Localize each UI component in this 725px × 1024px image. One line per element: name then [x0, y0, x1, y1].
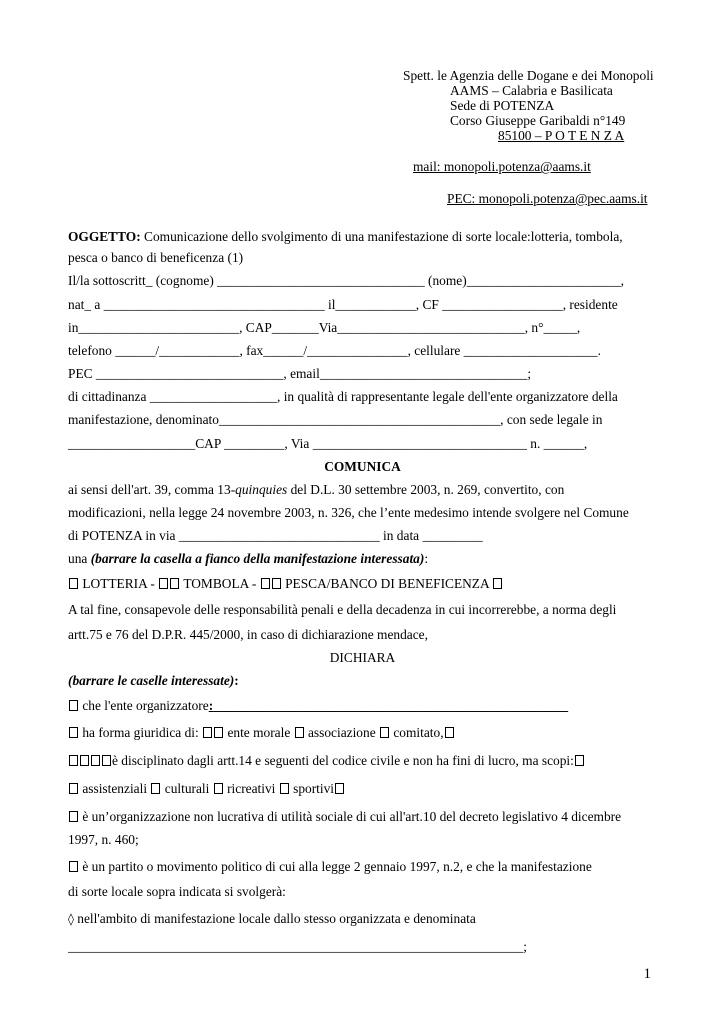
dichiara-instruction: (barrare le caselle interessate): [68, 673, 235, 688]
organizzatore-colon: :: [208, 698, 214, 713]
codice-civile-label: è disciplinato dagli artt.14 e seguenti del codice civile e non ha fini di lucro, ma scopi:: [112, 753, 574, 768]
dichiara-instruction-line: [68, 673, 239, 689]
pesca-checkbox-extra: [272, 578, 281, 589]
dichiara-heading: DICHIARA: [329, 650, 396, 665]
option-forma-giuridica: [68, 725, 455, 741]
form-line-address[interactable]: ___________________CAP _________, Via ________________________________ n. ______,: [68, 436, 588, 451]
onlus-label: è un’organizzazione non lucrativa di utilità sociale di cui all'art.10 del decreto legislativo 4 dicembre: [79, 809, 622, 824]
recipient-line-4: Corso Giuseppe Garibaldi n°149: [450, 113, 626, 128]
tombola-label: TOMBOLA -: [180, 576, 260, 591]
comunica-line-1: [68, 482, 564, 498]
form-line-citizenship[interactable]: di cittadinanza ___________________, in qualità di rappresentante legale dell'ente organizzatore della: [68, 389, 618, 404]
comitato-checkbox[interactable]: [380, 727, 389, 738]
form-line-birth[interactable]: nat_ a _________________________________ il____________, CF __________________, residente: [68, 297, 618, 312]
codice-civile-box-2: [80, 755, 89, 766]
organizzatore-checkbox[interactable]: [69, 700, 78, 711]
culturali-label: culturali: [161, 781, 213, 796]
tombola-checkbox-extra: [170, 578, 179, 589]
comunica-text-1b: quinquies: [235, 482, 288, 497]
subject-line-2: pesca o banco di beneficenza (1): [68, 250, 244, 265]
codice-civile-box-3: [91, 755, 100, 766]
option-organizzatore: [68, 698, 568, 714]
comunica-line-3[interactable]: di POTENZA in via ______________________________ in data _________: [68, 528, 483, 543]
comunica-text-4a: una: [68, 551, 91, 566]
manifestazione-locale-blank[interactable]: ____________________________________________________________________;: [68, 939, 528, 954]
forma-giuridica-checkbox[interactable]: [69, 727, 78, 738]
onlus-checkbox[interactable]: [69, 811, 78, 822]
comunica-line-2: modificazioni, nella legge 24 novembre 2003, n. 326, che l’ente medesimo intende svolgere nel Comune: [68, 505, 629, 520]
comunica-text-1c: del D.L. 30 settembre 2003, n. 269, convertito, con: [287, 482, 565, 497]
recipient-mail-link[interactable]: mail: monopoli.potenza@aams.it: [413, 159, 591, 174]
event-type-options: [68, 576, 503, 592]
organizzatore-blank[interactable]: _____________________________________________________: [213, 698, 569, 713]
codice-civile-trailing-box: [575, 755, 584, 766]
codice-civile-box-4: [102, 755, 111, 766]
page-number: 1: [643, 966, 651, 982]
recipient-line-5: 85100 – P O T E N Z A: [498, 128, 625, 143]
trailing-box: [493, 578, 502, 589]
partito-label: è un partito o movimento politico di cui alla legge 2 gennaio 1997, n.2, e che la manifestazione: [79, 859, 592, 874]
comunica-instruction: (barrare la casella a fianco della manifestazione interessata): [90, 551, 425, 566]
ente-morale-checkbox-extra: [214, 727, 223, 738]
associazione-checkbox[interactable]: [295, 727, 304, 738]
comunica-text-1a: ai sensi dell'art. 39, comma 13-: [68, 482, 236, 497]
ente-morale-label: ente morale: [224, 725, 294, 740]
option-onlus: [68, 809, 621, 825]
lotteria-checkbox[interactable]: [69, 578, 78, 589]
option-partito: [68, 859, 592, 875]
tombola-checkbox[interactable]: [159, 578, 168, 589]
comunica-heading: COMUNICA: [324, 459, 401, 474]
recipient-line-3: Sede di POTENZA: [450, 98, 555, 113]
form-line-residence[interactable]: in________________________, CAP_______Via____________________________, n°_____,: [68, 320, 581, 335]
option-partito-cont: di sorte locale sopra indicata si svolgerà:: [68, 884, 286, 899]
assistenziali-label: assistenziali: [79, 781, 151, 796]
ricreativi-checkbox[interactable]: [214, 783, 223, 794]
diamond-bullet-icon[interactable]: ◊: [68, 912, 74, 926]
recipient-pec-link[interactable]: PEC: monopoli.potenza@pec.aams.it: [447, 191, 648, 206]
form-line-denomination[interactable]: manifestazione, denominato__________________________________________, con sede legale in: [68, 412, 603, 427]
option-scopi: [68, 781, 345, 797]
comitato-trailing-box: [445, 727, 454, 738]
consapevole-line-2: artt.75 e 76 del D.P.R. 445/2000, in caso di dichiarazione mendace,: [68, 627, 428, 642]
recipient-line-2: AAMS – Calabria e Basilicata: [450, 83, 613, 98]
form-line-phone[interactable]: telefono ______/____________, fax______/_______________, cellulare ____________________.: [68, 343, 601, 358]
option-onlus-cont: 1997, n. 460;: [68, 832, 139, 847]
assistenziali-checkbox[interactable]: [69, 783, 78, 794]
culturali-checkbox[interactable]: [151, 783, 160, 794]
subject-label: OGGETTO:: [68, 229, 141, 244]
form-line-email[interactable]: PEC ____________________________, email_______________________________;: [68, 366, 532, 381]
option-codice-civile: [68, 753, 585, 769]
ente-morale-checkbox[interactable]: [203, 727, 212, 738]
comunica-line-4: [68, 551, 428, 567]
form-line-name[interactable]: Il/la sottoscritt_ (cognome) _______________________________ (nome)_______________________,: [68, 273, 625, 288]
sportivi-trailing-box: [335, 783, 344, 794]
option-manifestazione-locale: [68, 911, 476, 927]
sportivi-checkbox[interactable]: [280, 783, 289, 794]
dichiara-instruction-colon: :: [234, 673, 239, 688]
consapevole-line-1: A tal fine, consapevole delle responsabilità penali e della decadenza in cui incorrerebbe, a norma degli: [68, 602, 617, 617]
recipient-line-1: Spett. le Agenzia delle Dogane e dei Monopoli: [403, 68, 654, 83]
subject-text-1: Comunicazione dello svolgimento di una manifestazione di sorte locale:lotteria, tombola,: [140, 229, 623, 244]
sportivi-label: sportivi: [289, 781, 335, 796]
pesca-checkbox[interactable]: [261, 578, 270, 589]
comitato-label: comitato,: [390, 725, 444, 740]
ricreativi-label: ricreativi: [223, 781, 279, 796]
partito-checkbox[interactable]: [69, 861, 78, 872]
organizzatore-label: che l'ente organizzatore: [79, 698, 209, 713]
pesca-label: PESCA/BANCO DI BENEFICENZA: [281, 576, 493, 591]
subject-line-1: [68, 229, 623, 245]
codice-civile-checkbox[interactable]: [69, 755, 78, 766]
forma-giuridica-label: ha forma giuridica di:: [79, 725, 203, 740]
manifestazione-locale-label: nell'ambito di manifestazione locale dallo stesso organizzata e denominata: [73, 911, 476, 926]
comunica-text-4c: :: [424, 551, 429, 566]
lotteria-label: LOTTERIA -: [79, 576, 159, 591]
associazione-label: associazione: [304, 725, 379, 740]
